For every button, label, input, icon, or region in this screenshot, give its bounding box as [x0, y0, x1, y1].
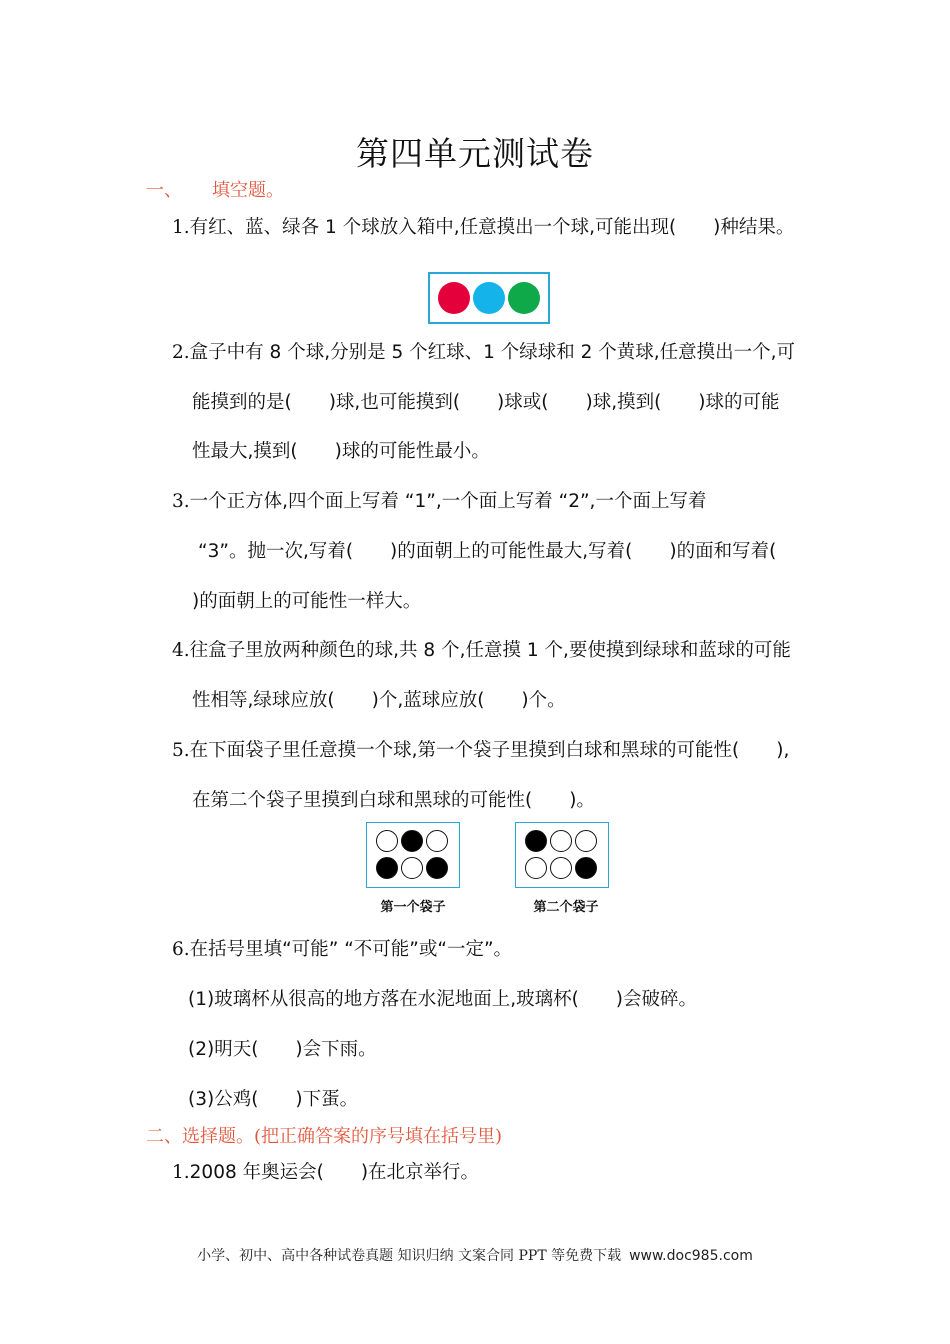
section-2-question-1: [172, 1158, 479, 1184]
question-number: 2.: [172, 342, 190, 363]
footer-text: 小学、初中、高中各种试卷真题 知识归纳 文案合同 PPT 等免费下载: [197, 1248, 622, 1264]
question-text: 有红、蓝、绿各 1 个球放入箱中,任意摸出一个球,可能出现( )种结果。: [189, 217, 795, 238]
colored-balls-figure: [428, 272, 550, 324]
black-ball-icon: [401, 830, 423, 852]
blue-ball-icon: [473, 282, 505, 314]
white-ball-icon: [525, 857, 547, 879]
footer: [0, 1245, 950, 1265]
question-6-sub-1: (1)玻璃杯从很高的地方落在水泥地面上,玻璃杯( )会破碎。: [188, 989, 698, 1010]
question-1: [172, 213, 794, 239]
page-title: 第四单元测试卷: [356, 134, 594, 173]
section-label: 填空题。: [212, 180, 284, 201]
question-number: 6.: [172, 939, 190, 960]
red-ball-icon: [438, 282, 470, 314]
bag-1-figure: [366, 822, 460, 888]
question-6: [172, 935, 512, 961]
black-ball-icon: [376, 857, 398, 879]
question-6-sub-2: (2)明天( )会下雨。: [188, 1039, 377, 1060]
bag-1-label: 第一个袋子: [380, 900, 446, 915]
question-4-line-2: 性相等,绿球应放( )个,蓝球应放( )个。: [192, 690, 566, 711]
black-ball-icon: [575, 857, 597, 879]
question-4: [172, 636, 791, 662]
section-choice-heading: 二、选择题。(把正确答案的序号填在括号里): [146, 1126, 503, 1147]
bag-2-label: 第二个袋子: [533, 900, 599, 915]
question-3: [172, 487, 706, 513]
question-text: 2008 年奥运会( )在北京举行。: [189, 1162, 480, 1183]
question-text: 盒子中有 8 个球,分别是 5 个红球、1 个绿球和 2 个黄球,任意摸出一个,可: [189, 342, 796, 363]
bag-2-figure: [515, 822, 609, 888]
white-ball-icon: [550, 857, 572, 879]
white-ball-icon: [401, 857, 423, 879]
black-ball-icon: [525, 830, 547, 852]
section-fill-in-heading: [146, 176, 284, 202]
question-3-line-2: “3”。抛一次,写着( )的面朝上的可能性最大,写着( )的面和写着(: [198, 541, 777, 562]
black-ball-icon: [426, 857, 448, 879]
question-5: [172, 736, 789, 762]
question-6-sub-3: (3)公鸡( )下蛋。: [188, 1089, 359, 1110]
question-5-line-2: 在第二个袋子里摸到白球和黑球的可能性( )。: [192, 790, 595, 811]
question-text: 在括号里填“可能” “不可能”或“一定”。: [189, 939, 513, 960]
green-ball-icon: [508, 282, 540, 314]
question-number: 1.: [172, 217, 190, 238]
question-number: 1.: [172, 1162, 190, 1183]
white-ball-icon: [550, 830, 572, 852]
question-2-line-3: 性最大,摸到( )球的可能性最小。: [192, 441, 490, 462]
white-ball-icon: [575, 830, 597, 852]
question-3-line-3: )的面朝上的可能性一样大。: [192, 591, 422, 612]
question-text: 一个正方体,四个面上写着 “1”,一个面上写着 “2”,一个面上写着: [189, 491, 707, 512]
question-2: [172, 338, 795, 364]
question-number: 4.: [172, 640, 190, 661]
question-number: 3.: [172, 491, 190, 512]
white-ball-icon: [426, 830, 448, 852]
section-number: 一、: [146, 180, 182, 201]
question-text: 往盒子里放两种颜色的球,共 8 个,任意摸 1 个,要使摸到绿球和蓝球的可能: [189, 640, 791, 661]
question-text: 在下面袋子里任意摸一个球,第一个袋子里摸到白球和黑球的可能性( ),: [189, 740, 790, 761]
question-number: 5.: [172, 740, 190, 761]
white-ball-icon: [376, 830, 398, 852]
question-2-line-2: 能摸到的是( )球,也可能摸到( )球或( )球,摸到( )球的可能: [192, 392, 780, 413]
footer-link[interactable]: www.doc985.com: [629, 1248, 753, 1264]
